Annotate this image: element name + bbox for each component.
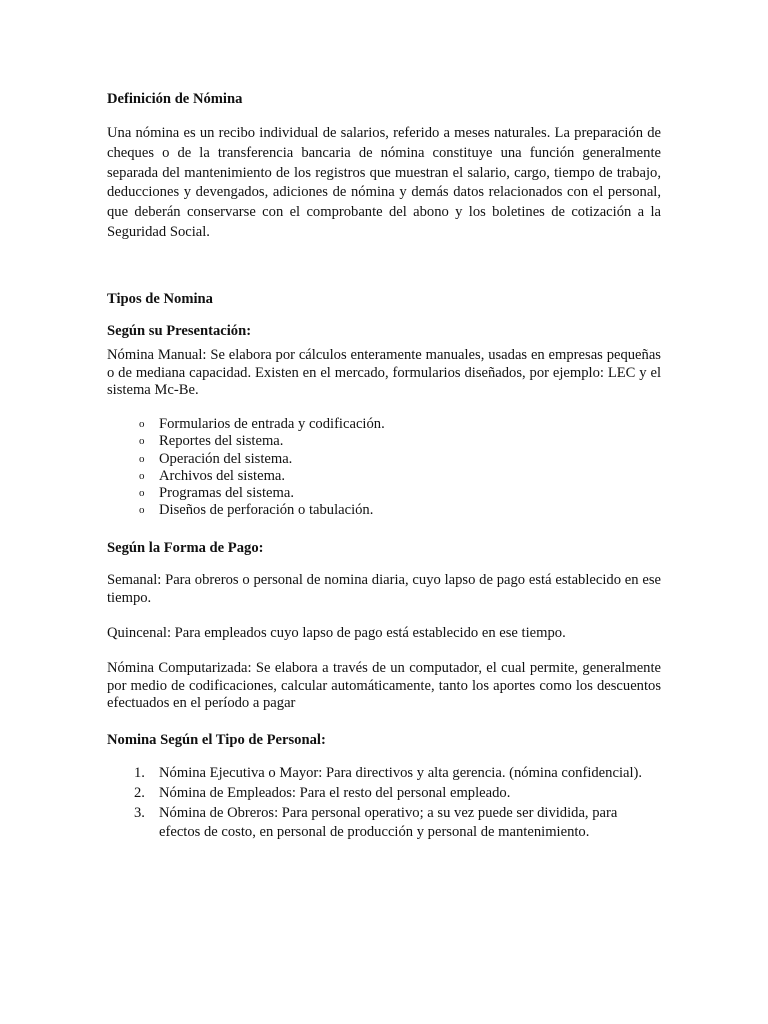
bullet-icon: o: [139, 504, 145, 517]
bullet-icon: o: [139, 469, 145, 482]
list-item: o Programas del sistema.: [139, 485, 294, 502]
list-item: o Diseños de perforación o tabulación.: [139, 502, 374, 519]
tipo-personal-list: [107, 764, 661, 843]
list-item: 2. Nómina de Empleados: Para el resto del personal empleado.: [134, 784, 511, 801]
presentacion-list: [107, 416, 661, 520]
presentacion-title: Según su Presentación:: [107, 323, 252, 339]
list-item: o Archivos del sistema.: [139, 467, 286, 484]
bullet-icon: o: [139, 452, 145, 465]
definicion-title: Definición de Nómina: [107, 91, 243, 107]
bullet-icon: o: [139, 487, 145, 500]
quincenal-paragraph: Quincenal: Para empleados cuyo lapso de pago está establecido en ese tiempo.: [107, 625, 566, 641]
list-item: o Formularios de entrada y codificación.: [139, 416, 385, 432]
bullet-icon: o: [139, 435, 145, 448]
forma-pago-title: Según la Forma de Pago:: [107, 540, 264, 556]
definicion-paragraph: Una nómina es un recibo individual de salarios, referido a meses naturales. La preparación de cheques o de la transferencia bancaria de nómina constituye una función generalmente separada del mantenimiento de los registros que muestran el salario, cargo, tiempo de trabajo, deducciones y devengados, adiciones de nómina y demás datos relacionados con el personal, que deberán conservarse con el comprobante del abono y los boletines de cotización a la Seguridad Social.: [107, 125, 661, 240]
list-item: 1. Nómina Ejecutiva o Mayor: Para directivos y alta gerencia. (nómina confidencial).: [134, 765, 643, 781]
list-item: 3. Nómina de Obreros: Para personal operativo; a su vez puede ser dividida, para efectos de costo, en personal de producción y personal de mantenimiento.: [134, 804, 618, 841]
tipos-title: Tipos de Nomina: [107, 291, 213, 307]
semanal-paragraph: Semanal: Para obreros o personal de nomina diaria, cuyo lapso de pago está establecido en ese tiempo.: [107, 572, 661, 606]
list-item: o Reportes del sistema.: [139, 433, 284, 450]
bullet-icon: o: [139, 418, 145, 430]
computarizada-paragraph: Nómina Computarizada: Se elabora a través de un computador, el cual permite, generalmente por medio de codificaciones, calcular automáticamente, tanto los aportes como los descuentos efectuados en el período a pagar: [107, 660, 661, 712]
list-item: o Operación del sistema.: [139, 450, 293, 467]
tipo-personal-title: Nomina Según el Tipo de Personal:: [107, 732, 326, 748]
nomina-manual-paragraph: Nómina Manual: Se elabora por cálculos enteramente manuales, usadas en empresas pequeñas o de mediana capacidad. Existen en el mercado, formularios diseñados, por ejemplo: LEC y el sistema Mc-Be.: [107, 347, 661, 399]
